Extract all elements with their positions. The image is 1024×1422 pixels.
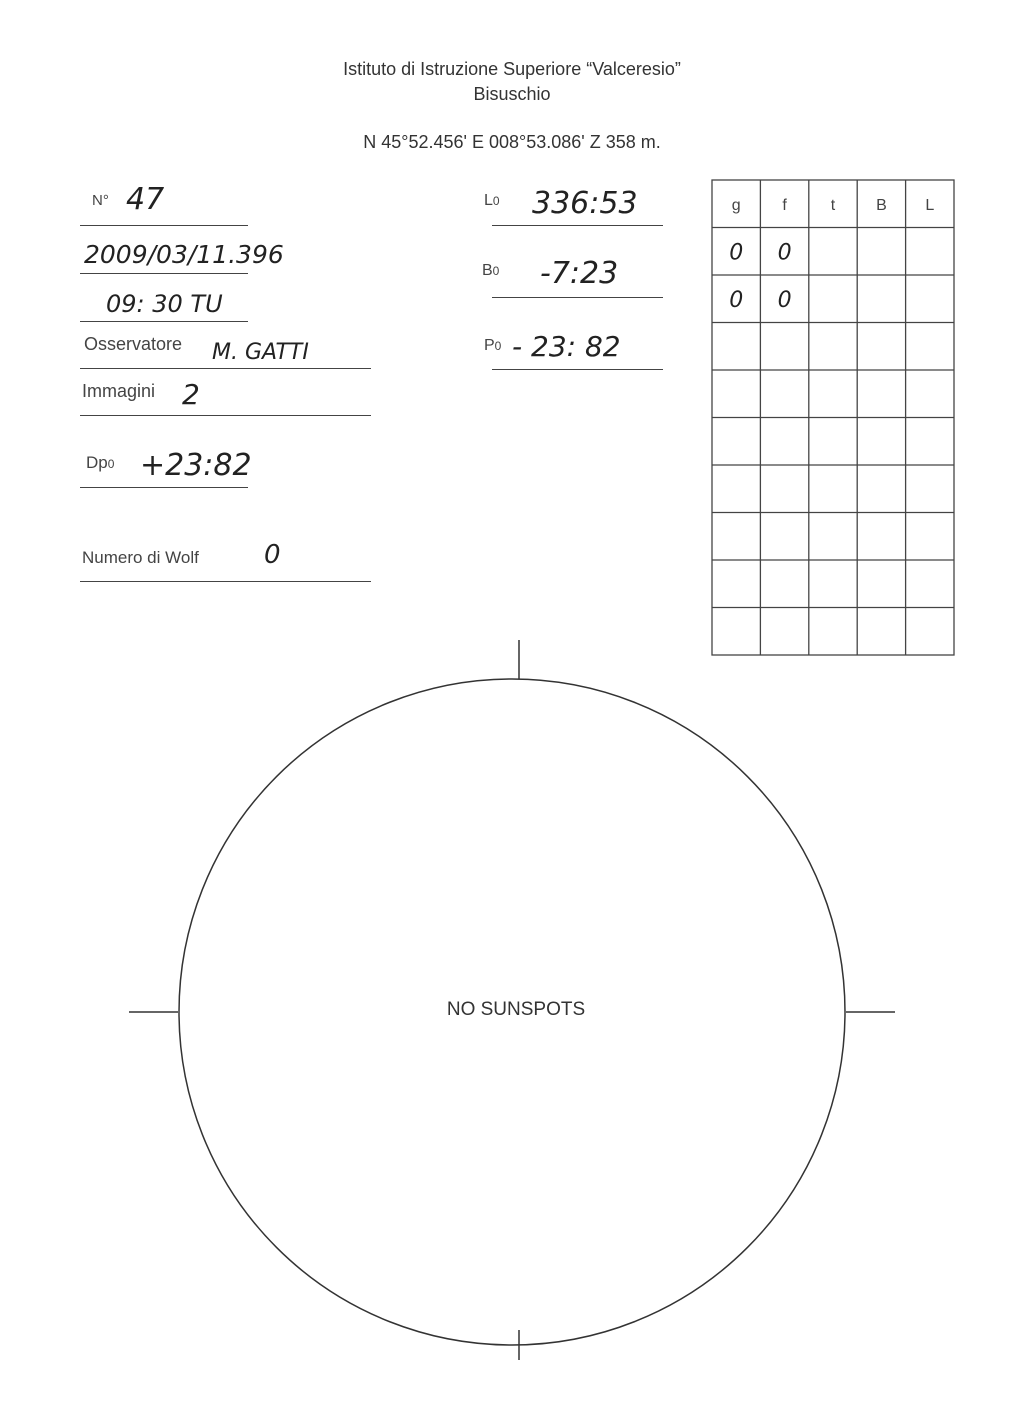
institute-title: Istituto di Istruzione Superiore “Valceresio” xyxy=(343,59,681,79)
p0-label-text: P xyxy=(484,337,495,354)
table-cell: 0 xyxy=(729,240,744,266)
time-value: 09: 30 TU xyxy=(106,290,223,318)
table-cell: 0 xyxy=(777,240,792,266)
date-value: 2009/03/11.396 xyxy=(84,240,284,269)
table-header-g: g xyxy=(731,196,741,214)
b0-label-text: B xyxy=(482,262,493,279)
town-name: Bisuschio xyxy=(473,84,551,104)
images-value: 2 xyxy=(182,378,200,411)
group-count-table xyxy=(712,180,954,655)
l0-subscript: 0 xyxy=(492,194,500,208)
b0-subscript: 0 xyxy=(492,264,500,278)
observer-value: M. GATTI xyxy=(212,340,309,365)
table-cell: 0 xyxy=(729,287,744,313)
wolf-value: 0 xyxy=(264,540,281,570)
coordinates: N 45°52.456' E 008°53.086' Z 358 m. xyxy=(363,132,661,152)
wolf-label: Numero di Wolf xyxy=(82,548,199,567)
table-header-f: f xyxy=(782,196,787,214)
no-sunspots-note: NO SUNSPOTS xyxy=(446,999,586,1020)
table-header-B: B xyxy=(876,196,887,214)
number-label: N° xyxy=(92,192,109,209)
dp0-label-text: Dp xyxy=(86,453,108,472)
table-header-t: t xyxy=(830,196,836,214)
table-header-L: L xyxy=(925,196,935,214)
p0-subscript: 0 xyxy=(494,339,502,353)
dp0-value: +23:82 xyxy=(140,448,252,483)
observer-label: Osservatore xyxy=(84,334,183,354)
images-label: Immagini xyxy=(82,381,156,401)
l0-value: 336:53 xyxy=(532,186,638,221)
number-value: 47 xyxy=(126,182,165,217)
l0-label-text: L xyxy=(484,192,493,209)
b0-value: -7:23 xyxy=(540,256,619,291)
p0-value: - 23: 82 xyxy=(512,330,621,363)
table-cell: 0 xyxy=(777,287,792,313)
dp0-subscript: 0 xyxy=(107,457,115,471)
